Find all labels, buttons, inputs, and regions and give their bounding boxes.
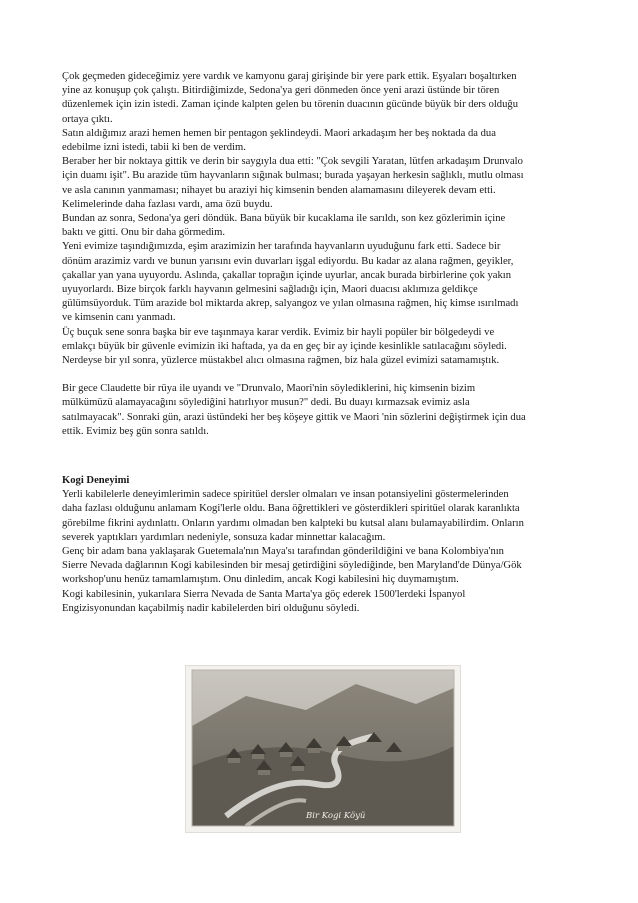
paragraph-line: ve kimsenin canı yanmadı. bbox=[62, 312, 176, 324]
kogi-village-photo bbox=[186, 666, 460, 832]
paragraph-line: baktı ve gitti. Onu bir daha görmedim. bbox=[62, 227, 225, 239]
paragraph-line: yine az konuşup çok çalıştı. Bitirdiğimizde, Sedona'ya geri dönmeden önce yeni arazi üstünde bir tören bbox=[62, 85, 500, 97]
paragraph-line: uyuyorlardı. Bize birçok farklı hayvanın gelmesini sağladığı için, Maori duacısı aklımıza geldikçe bbox=[62, 284, 478, 296]
paragraph-line: gülümsüyorduk. Tüm arazide bol miktarda akrep, salyangoz ve yılan olmasına rağmen, hiç kimse ısırılmadı bbox=[62, 298, 519, 310]
section-heading: Kogi Deneyimi bbox=[62, 475, 130, 486]
village-photo-image bbox=[186, 666, 460, 832]
paragraph-block-1 bbox=[62, 70, 582, 368]
kogi-paragraph-line: workshop'unu henüz tamamlamıştım. Onu dinledim, ancak Kogi kabilesini hiç duymamıştım. bbox=[62, 574, 459, 586]
paragraph-line: Kelimelerinde daha fazlası vardı, ama özü buydu. bbox=[62, 198, 273, 210]
kogi-paragraph-line: Genç bir adam bana yaklaşarak Guetemala'nın Maya'sı tarafından gönderildiğini ve bana Kolombiya'nın bbox=[62, 546, 504, 558]
kogi-paragraph-line: görebilme fikrini aydınlattı. Onların yardımı olmadan ben kalpteki bu kutsal alanı bulamayabilirdim. Onların bbox=[62, 517, 524, 529]
kogi-section bbox=[62, 474, 582, 616]
kogi-paragraph-line: daha fazlası olduğunu anlamam Kogi'lerle oldu. Bana öğrettikleri ve gösterdikleri spiritüel olarak karanlıkta bbox=[62, 503, 520, 515]
kogi-paragraph-line: Yerli kabilelerle deneyimlerimin sadece spiritüel dersler olmaları ve insan potansiyelini göstermelerinden bbox=[62, 489, 509, 501]
paragraph-line: emlakçı büyük bir güvenle evimizin iki haftada, ya da en geç bir ay içinde kesinlikle satılacağını söyledi. bbox=[62, 340, 507, 352]
paragraph-line: Üç buçuk sene sonra başka bir eve taşınmaya karar verdik. Evimiz bir hayli popüler bir bölgedeydi ve bbox=[62, 326, 495, 338]
paragraph-line: ve asla canının yanmaması; nihayet bu araziyi hiç kimsenin benden alamamasını dileyerek devam etti. bbox=[62, 184, 496, 196]
paragraph-line: Bundan az sonra, Sedona'ya geri döndük. Bana büyük bir kucaklama ile sarıldı, son kez gözlerimin içine bbox=[62, 213, 506, 225]
paragraph-line: Satın aldığımız arazi hemen hemen bir pentagon şeklindeydi. Maori arkadaşım her beş noktada da dua bbox=[62, 127, 496, 139]
paragraph-line: ortaya çıktı. bbox=[62, 113, 113, 125]
paragraph-line: Beraber her bir noktaya gittik ve derin bir saygıyla dua etti: "Çok sevgili Yaratan, lütfen arkadaşım Drunvalo bbox=[62, 156, 523, 168]
document-body bbox=[62, 70, 582, 439]
paragraph-line: Bir gece Claudette bir rüya ile uyandı ve "Drunvalo, Maori'nin söylediklerini, hiç kimsenin bizim bbox=[62, 383, 476, 395]
paragraph-line: edebilme izni istedi, tabii ki ben de verdim. bbox=[62, 142, 246, 154]
paragraph-line: satılmayacak". Sonraki gün, arazi üstündeki her beş köşeye gittik ve Maori 'nin sözlerini değiştirmek için dua bbox=[62, 411, 526, 423]
paragraph-line: Yeni evimize taşındığımızda, eşim arazimizin her tarafında hayvanların uyuduğunu fark etti. Sadece bir bbox=[62, 241, 501, 253]
paragraph-block-3 bbox=[62, 488, 582, 616]
paragraph-line: çakallar yan yana uyuyordu. Aslında, çakallar toprağın içinde uyurlar, ancak burada birbirlerine çok yakın bbox=[62, 269, 512, 281]
paragraph-line: Nerdeyse bir yıl sonra, yüzlerce müstakbel alıcı olmasına rağmen, biz hala güzel evimizi satamamıştık. bbox=[62, 355, 500, 367]
kogi-paragraph-line: Engizisyonundan kaçabilmiş nadir kabilelerden biri olduğunu söyledi. bbox=[62, 602, 360, 614]
photo-caption: Bir Kogi Köyü bbox=[306, 811, 366, 821]
paragraph-line: mülkümüzü alamayacağını söylediğini hatırlıyor musun?" dedi. Bu duayı kırmazsak evimiz asla bbox=[62, 397, 470, 409]
paragraph-line: dönüm arazimiz vardı ve bunun yarısını evin duvarları işgal ediyordu. Bu kadar az alana rağmen, geyikler, bbox=[62, 255, 514, 267]
kogi-paragraph-line: Kogi kabilesinin, yukarılara Sierra Nevada de Santa Marta'ya göç ederek 1500'lerdeki İspanyol bbox=[62, 588, 466, 600]
kogi-paragraph-line: severek yaptıkları yardımları nedeniyle, sonsuza kadar minnettar kalacağım. bbox=[62, 531, 386, 543]
paragraph-block-2 bbox=[62, 382, 582, 439]
paragraph-line: ettik. Evimiz beş gün sonra satıldı. bbox=[62, 425, 209, 437]
paragraph-line: düzenlemek için izin istedi. Zaman içinde kalpten gelen bu törenin duacının gücünde büyük bir ders olduğu bbox=[62, 99, 518, 111]
paragraph-line: için duamı işit". Bu arazide tüm hayvanların sığınak bulması; burada yaşayan herkesin sağlıklı, mutlu olması bbox=[62, 170, 524, 182]
paragraph-line: Çok geçmeden gideceğimiz yere vardık ve kamyonu garaj girişinde bir yere park ettik. Eşyaları boşaltırken bbox=[62, 71, 517, 82]
kogi-paragraph-line: Sierre Nevada dağlarının Kogi kabilesinden bir mesaj getirdiğini söylediğinde, ben Maryland'de Dünya/Gök bbox=[62, 560, 522, 572]
